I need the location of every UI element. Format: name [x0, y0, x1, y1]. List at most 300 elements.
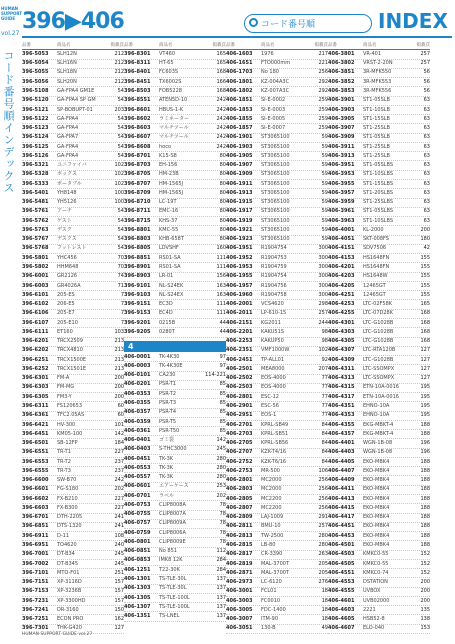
product-code: 396-8851: [124, 254, 151, 261]
page-number: 188: [420, 430, 430, 437]
product-code: 396-8301: [124, 50, 151, 57]
product-name: ST1-15SLBS: [363, 180, 394, 187]
table-row: [124, 603, 226, 612]
page-number: 280: [216, 455, 226, 462]
table-row: [124, 548, 226, 557]
product-code: 406-1909: [226, 171, 253, 178]
product-name: TRCX4810: [57, 347, 83, 354]
product-name: ST3065100: [261, 134, 290, 141]
page-number: 77: [321, 384, 328, 391]
page-number: 200: [114, 393, 124, 400]
col-header-page: 掲載頁: [416, 42, 430, 48]
product-code: 406-1351: [124, 613, 151, 620]
product-name: DTS-1320: [57, 523, 82, 530]
table-row: [328, 69, 430, 78]
table-row: [226, 161, 328, 170]
product-code: 406-3851: [328, 69, 355, 76]
product-code: 406-4607: [328, 625, 355, 632]
page-number: 63: [423, 208, 430, 215]
product-code: 396-6601: [22, 486, 49, 493]
product-code: 396-8503: [124, 87, 151, 94]
table-row: [22, 495, 124, 504]
product-name: PSR-T1: [159, 381, 177, 388]
product-code: 406-2001: [226, 301, 253, 308]
product-code: 406-3003: [226, 597, 253, 604]
product-name: デスクス: [57, 236, 77, 243]
product-name: エアーケース: [159, 483, 189, 490]
table-row: [124, 529, 226, 538]
page-number: 85: [219, 381, 226, 388]
product-name: HM-1565J: [159, 180, 184, 187]
product-code: 406-4251: [328, 291, 355, 298]
page-number: 102: [318, 347, 328, 354]
table-row: [22, 551, 124, 560]
table-row: [22, 208, 124, 217]
product-code: 406-4151: [328, 245, 355, 252]
product-name: FTO000mm: [261, 60, 291, 67]
product-code: 406-4355: [328, 421, 355, 428]
page-number: 168: [420, 310, 430, 317]
product-code: 396-5328: [22, 171, 49, 178]
product-code: 396-8707: [124, 180, 151, 187]
product-code: 406-3913: [328, 152, 355, 159]
product-name: ST1-05SLBS: [363, 208, 394, 215]
product-code: 406-3905: [328, 115, 355, 122]
product-name: EKG-MBKT-4: [363, 421, 394, 428]
product-name: KZK-T6/16: [261, 458, 287, 465]
table-row: [328, 578, 430, 587]
product-code: 396-6102: [22, 301, 49, 308]
product-code: 406-2707: [226, 449, 253, 456]
product-name: マルチツール: [159, 125, 189, 132]
product-code: 396-6555: [22, 467, 49, 474]
product-code: 406-4201: [328, 264, 355, 271]
product-code: 406-4311: [328, 365, 355, 372]
page-number: 163: [216, 291, 226, 298]
page-number: 44: [219, 319, 226, 326]
table-row: [226, 356, 328, 365]
product-name: EHNO-10A: [363, 412, 390, 419]
product-name: TS-TLE-100L: [159, 603, 190, 610]
table-row: [328, 615, 430, 624]
page-number: 188: [420, 523, 430, 530]
product-code: 406-0201: [124, 381, 151, 388]
code-order-text: コード番号順: [261, 20, 316, 30]
product-code: 406-1921: [226, 226, 253, 233]
product-code: 406-4553: [328, 579, 355, 586]
product-name: DR-3160: [57, 606, 79, 613]
table-row: [124, 566, 226, 575]
col-header-page: 掲載頁: [110, 42, 124, 48]
table-row: [226, 458, 328, 467]
table-row: [22, 143, 124, 152]
product-code: 406-1901: [226, 134, 253, 141]
product-code: 406-1903: [226, 143, 253, 150]
page-number: 98: [321, 328, 328, 335]
product-name: SLH16N: [57, 60, 77, 67]
header-rule: [22, 36, 452, 38]
product-code: 396-5801: [22, 254, 49, 261]
product-code: 396-6101: [22, 291, 49, 298]
table-row: [328, 273, 430, 282]
product-name: WGN-1B-08: [363, 440, 393, 447]
page-number: 227: [114, 449, 124, 456]
table-row: [124, 594, 226, 603]
sidebar: [0, 0, 23, 644]
product-code: 406-2753: [226, 467, 253, 474]
product-code: 406-0557: [124, 474, 151, 481]
product-name: SI-E-0002: [261, 97, 286, 104]
table-row: [328, 319, 430, 328]
table-row: [226, 217, 328, 226]
product-code: 406-0451: [124, 455, 151, 462]
table-row: [124, 152, 226, 161]
product-code: 406-2502: [226, 375, 253, 382]
product-name: EKO-MBK4: [363, 523, 390, 530]
product-code: 406-3951: [328, 162, 355, 169]
table-row: [22, 569, 124, 578]
table-row: [328, 439, 430, 448]
product-code: 406-0401: [124, 437, 151, 444]
product-code: 406-3801: [328, 50, 355, 57]
footer: HUMAN SUPPORT GUIDE vol.27: [22, 632, 93, 637]
page-number: 54: [117, 125, 124, 132]
product-name: LDVSHF: [159, 245, 179, 252]
table-row: [328, 143, 430, 152]
product-name: KHB-658T: [159, 236, 184, 243]
page-number: 54: [117, 226, 124, 233]
product-name: PSR-T50: [159, 427, 180, 434]
page-number: 137: [216, 594, 226, 601]
page-number: 80: [219, 208, 226, 215]
page-number: 102: [114, 180, 124, 187]
page-number: 242: [216, 106, 226, 113]
page-number: 49: [321, 625, 328, 632]
product-name: TS-TLE-30L: [159, 576, 187, 583]
product-code: 406-3955: [328, 180, 355, 187]
product-code: 406-2705: [226, 440, 253, 447]
product-code: 406-1303: [124, 585, 151, 592]
product-code: 406-3957: [328, 189, 355, 196]
product-name: KAKUP50: [261, 338, 284, 345]
product-name: KPRL-SB51: [261, 430, 289, 437]
table-row: [226, 384, 328, 393]
product-name: 205-E10: [57, 319, 78, 326]
product-code: 396-6107: [22, 319, 49, 326]
product-name: SDV7506: [363, 245, 387, 252]
product-name: ESC-12: [261, 393, 279, 400]
product-name: DSTATION: [363, 579, 388, 586]
page-number: 242: [216, 143, 226, 150]
page-number: 188: [420, 495, 430, 502]
table-row: [124, 300, 226, 309]
table-row: [124, 60, 226, 69]
table-row: [22, 273, 124, 282]
table-row: [22, 134, 124, 143]
table-row: [226, 588, 328, 597]
page-number: 242: [216, 125, 226, 132]
page-number: 137: [216, 603, 226, 610]
page-number: 59: [321, 189, 328, 196]
page-number: 80: [219, 189, 226, 196]
product-code: 406-4051: [328, 236, 355, 243]
table-row: [22, 152, 124, 161]
col-header-code: 品番: [226, 42, 235, 48]
product-name: TFC2.05AS: [57, 412, 85, 419]
table-row: [22, 124, 124, 133]
table-row: [328, 310, 430, 319]
table-row: [124, 78, 226, 87]
index-column-3: [226, 41, 328, 634]
product-code: 396-5125: [22, 143, 49, 150]
product-name: FM-MG: [57, 384, 75, 391]
page-number: 165: [420, 301, 430, 308]
table-row: [124, 427, 226, 436]
page-number: 59: [321, 171, 328, 178]
page-number: 137: [216, 613, 226, 620]
product-name: CLIP8007A: [159, 511, 186, 518]
index-label: INDEX: [378, 9, 448, 33]
page-number: 114-221: [205, 372, 226, 379]
product-name: XP-3300HD: [57, 597, 86, 604]
page-number: 59: [321, 134, 328, 141]
table-row: [226, 208, 328, 217]
table-row: [124, 362, 226, 371]
product-name: HV-300: [57, 421, 76, 428]
product-name: KZ-007A3C: [261, 87, 290, 94]
product-name: EKO-MBK4: [363, 495, 390, 502]
product-name: FM3-Y: [57, 393, 72, 400]
table-row: [124, 381, 226, 390]
product-name: SLH20N: [57, 78, 77, 85]
product-name: EKO-MBK4: [363, 458, 390, 465]
table-row: [328, 97, 430, 106]
table-row: [226, 486, 328, 495]
table-row: [226, 263, 328, 272]
table-row: [124, 208, 226, 217]
page-number: 155: [420, 254, 430, 261]
table-row: [328, 523, 430, 532]
product-code: 396-9101: [124, 282, 151, 289]
product-code: 396-8608: [124, 143, 151, 150]
product-code: 406-3953: [328, 171, 355, 178]
page-number: 251: [114, 569, 124, 576]
product-name: ラベル: [159, 492, 175, 499]
product-name: LC-19T: [159, 199, 177, 206]
product-name: TK-3K: [159, 474, 174, 481]
table-row: [124, 464, 226, 473]
product-name: ST3065100: [261, 152, 290, 159]
product-code: 406-1923: [226, 236, 253, 243]
table-row: [22, 97, 124, 106]
product-name: KMC-55: [159, 226, 179, 233]
table-row: [22, 532, 124, 541]
product-code: 406-3802: [328, 60, 355, 67]
page-number: 59: [321, 162, 328, 169]
product-code: 396-8703: [124, 162, 151, 169]
product-name: SI-E-0005: [261, 115, 286, 122]
product-name: GR4026A: [57, 282, 81, 289]
product-name: ST3065100: [261, 217, 290, 224]
product-code: 396-6361: [22, 412, 49, 419]
page-number: 256: [318, 477, 328, 484]
product-code: 406-4357: [328, 430, 355, 437]
page-number: 184: [114, 440, 124, 447]
product-name: ST1-25SLB: [363, 152, 390, 159]
product-code: 406-1855: [226, 115, 253, 122]
table-row: [22, 226, 124, 235]
product-code: 406-1801: [226, 78, 253, 85]
page-number: 244: [318, 319, 328, 326]
table-row: [226, 143, 328, 152]
page-number: 200: [114, 375, 124, 382]
table-row: [22, 347, 124, 356]
page-number: 71: [117, 282, 124, 289]
product-code: 406-2151: [226, 319, 253, 326]
product-name: SB-12FP: [57, 440, 78, 447]
product-code: 396-6301: [22, 375, 49, 382]
page-number: 135: [420, 606, 430, 613]
page-number: 188: [420, 541, 430, 548]
product-code: 406-0755: [124, 511, 151, 518]
table-row: [22, 597, 124, 606]
table-row: [124, 390, 226, 399]
table-row: [124, 409, 226, 418]
table-row: [226, 430, 328, 439]
page-number: 63: [423, 180, 430, 187]
product-name: CLIP8008A: [159, 501, 186, 508]
table-row: [226, 171, 328, 180]
product-name: K15-S8: [159, 152, 177, 159]
page-number: 263: [318, 551, 328, 558]
table-row: [328, 60, 430, 69]
product-name: EKG-MBKT-4: [363, 430, 394, 437]
page-number: 137: [216, 576, 226, 583]
page-number: 280: [318, 541, 328, 548]
product-code: 406-0403: [124, 446, 151, 453]
product-name: EKO-MBK4: [363, 467, 390, 474]
page-number: 56: [423, 87, 430, 94]
product-code: 396-8903: [124, 273, 151, 280]
product-name: GR2126: [57, 273, 78, 280]
product-name: ST3065100: [261, 143, 290, 150]
product-code: 396-6202: [22, 347, 49, 354]
product-name: デスク: [57, 226, 72, 233]
table-row: [226, 514, 328, 523]
product-code: 406-1953: [226, 264, 253, 271]
product-code: 396-8801: [124, 226, 151, 233]
page-number: 44: [219, 328, 226, 335]
col-header-page: 掲載頁: [314, 42, 328, 48]
table-row: [124, 226, 226, 235]
product-name: EC3D: [159, 301, 173, 308]
product-code: 406-3903: [328, 106, 355, 113]
product-code: 406-1603: [226, 50, 253, 57]
table-row: [328, 476, 430, 485]
product-name: EOS-4000: [261, 375, 286, 382]
table-row: [124, 273, 226, 282]
page-number: 59: [321, 199, 328, 206]
page-number: 92: [321, 356, 328, 363]
page-number: 280: [318, 532, 328, 539]
product-code: 396-6111: [22, 328, 49, 335]
product-name: FOB5228: [159, 87, 182, 94]
product-code: 396-7231: [22, 597, 49, 604]
product-code: 406-2501: [226, 365, 253, 372]
table-row: [226, 78, 328, 87]
page-number: 78: [219, 538, 226, 545]
product-code: 406-1955: [226, 273, 253, 280]
table-row: [22, 615, 124, 624]
table-row: [226, 578, 328, 587]
table-row: [226, 236, 328, 245]
page-number: 80: [219, 180, 226, 187]
table-row: [22, 319, 124, 328]
page-number: 7: [120, 301, 124, 308]
product-name: SI-E-0007: [261, 125, 286, 132]
product-name: ETN-10A-0016: [363, 393, 399, 400]
product-name: KM05-100: [57, 430, 83, 437]
product-name: ST1-25SLB: [363, 143, 390, 150]
product-code: 406-0801: [124, 538, 151, 545]
product-name: TRCX2509: [57, 338, 83, 345]
product-name: TX6002S: [159, 78, 182, 85]
product-name: FG-S180: [57, 486, 79, 493]
product-name: GA-FPA4: [57, 152, 79, 159]
product-code: 396-6251: [22, 356, 49, 363]
table-row: [328, 588, 430, 597]
table-row: [124, 87, 226, 96]
page-number: 85: [219, 427, 226, 434]
product-code: 406-1307: [124, 603, 151, 610]
product-code: 406-1907: [226, 162, 253, 169]
product-code: 406-1915: [226, 199, 253, 206]
page-number: 256: [318, 69, 328, 76]
page-number: 7: [120, 310, 124, 317]
table-row: [328, 393, 430, 402]
product-name: ATEN5D-10: [159, 97, 188, 104]
product-code: 406-1952: [226, 254, 253, 261]
product-name: PSR-T3: [159, 399, 177, 406]
table-row: [226, 180, 328, 189]
table-row: [226, 551, 328, 560]
table-row: [328, 180, 430, 189]
product-code: 406-0003: [124, 362, 151, 369]
product-code: 406-4255: [328, 310, 355, 317]
table-row: [328, 152, 430, 161]
page-number: 180: [420, 236, 430, 243]
table-row: [124, 372, 226, 381]
product-name: 3R-MFK553: [363, 78, 392, 85]
table-row: [226, 319, 328, 328]
table-row: [124, 161, 226, 170]
product-code: 406-0851: [124, 548, 151, 555]
product-name: R1904753: [261, 254, 287, 261]
product-name: CA230: [159, 372, 176, 379]
page-number: 138: [420, 616, 430, 623]
product-name: CLIP8009E: [159, 538, 186, 545]
page-number: 205: [318, 569, 328, 576]
column-header: [328, 41, 430, 50]
page-number: 18: [321, 597, 328, 604]
product-code: 396-5763: [22, 226, 49, 233]
page-number: 245: [114, 560, 124, 567]
product-name: PSR-T4: [159, 409, 177, 416]
code-order-label: [244, 14, 372, 33]
product-code: 396-8711: [124, 208, 151, 215]
product-name: EKO-MBK4: [363, 504, 390, 511]
product-name: TK-4K30E: [159, 362, 183, 369]
